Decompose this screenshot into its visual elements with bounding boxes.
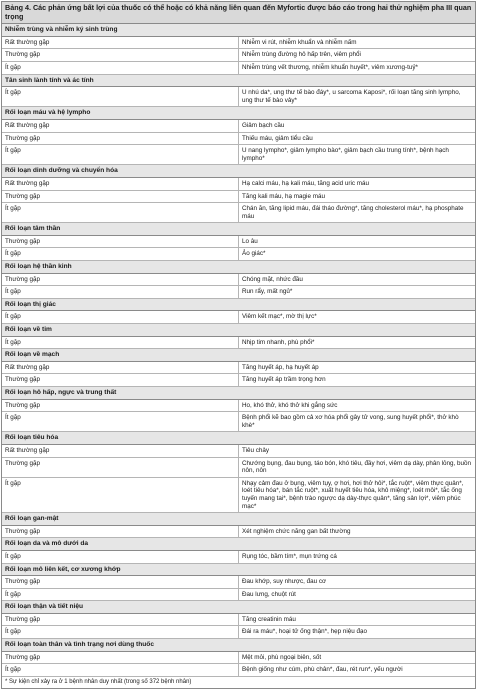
reaction-cell: Hạ calci máu, hạ kali máu, tăng acid uric máu <box>239 177 476 190</box>
reaction-cell: Đau lưng, chuột rút <box>239 588 476 601</box>
table-row <box>2 399 475 412</box>
table-row <box>2 235 475 248</box>
table-row <box>2 664 475 677</box>
section-header-row <box>2 107 475 120</box>
frequency-cell: Thường gặp <box>2 525 239 538</box>
table-row <box>2 61 475 74</box>
reaction-cell: Ho, khó thở, khó thở khi gắng sức <box>239 399 476 412</box>
table-row <box>2 525 475 538</box>
reaction-cell: Bệnh giống như cúm, phù chân*, đau, rét run*, yếu người <box>239 664 476 677</box>
frequency-cell: Thường gặp <box>2 374 239 387</box>
section-header-row <box>2 601 475 614</box>
frequency-cell: Thường gặp <box>2 576 239 589</box>
section-header: Rối loạn tâm thần <box>2 223 475 236</box>
section-header-row <box>2 74 475 87</box>
frequency-cell: Ít gặp <box>2 203 239 223</box>
frequency-cell: Thường gặp <box>2 49 239 62</box>
section-header-row <box>2 165 475 178</box>
section-header: Rối loạn dinh dưỡng và chuyển hóa <box>2 165 475 178</box>
section-header: Rối loạn máu và hệ lympho <box>2 107 475 120</box>
table-body <box>2 24 475 676</box>
reaction-cell: Đái ra máu*, hoại tử ống thận*, hẹp niệu đạo <box>239 626 476 639</box>
frequency-cell: Ít gặp <box>2 61 239 74</box>
table-row <box>2 651 475 664</box>
table-row <box>2 457 475 477</box>
frequency-cell: Ít gặp <box>2 286 239 299</box>
section-header: Rối loạn mô liên kết, cơ xương khớp <box>2 563 475 576</box>
section-header-row <box>2 432 475 445</box>
table-row <box>2 36 475 49</box>
frequency-cell: Ít gặp <box>2 87 239 107</box>
frequency-cell: Rất thường gặp <box>2 444 239 457</box>
frequency-cell: Thường gặp <box>2 457 239 477</box>
reaction-cell: Ảo giác* <box>239 248 476 261</box>
table-row <box>2 550 475 563</box>
section-header-row <box>2 261 475 274</box>
reaction-cell: U nang lympho*, giảm lympho bào*, giảm bạch cầu trung tính*, bệnh hạch lympho* <box>239 145 476 165</box>
table-row <box>2 588 475 601</box>
frequency-cell: Thường gặp <box>2 399 239 412</box>
section-header: Nhiễm trùng và nhiễm ký sinh trùng <box>2 24 475 36</box>
section-header: Tân sinh lành tính và ác tính <box>2 74 475 87</box>
table-row <box>2 412 475 432</box>
section-header: Rối loạn về tim <box>2 324 475 337</box>
frequency-cell: Ít gặp <box>2 311 239 324</box>
frequency-cell: Thường gặp <box>2 273 239 286</box>
table-row <box>2 374 475 387</box>
section-header: Rối loạn thị giác <box>2 298 475 311</box>
frequency-cell: Ít gặp <box>2 477 239 512</box>
reaction-cell: Nhiễm trùng vết thương, nhiễm khuẩn huyết*, viêm xương-tuỷ* <box>239 61 476 74</box>
table-row <box>2 286 475 299</box>
section-header-row <box>2 298 475 311</box>
frequency-cell: Thường gặp <box>2 132 239 145</box>
frequency-cell: Rất thường gặp <box>2 119 239 132</box>
frequency-cell: Rất thường gặp <box>2 361 239 374</box>
reaction-cell: Nhiễm trùng đường hô hấp trên, viêm phổi <box>239 49 476 62</box>
footnote: * Sự kiện chỉ xảy ra ở 1 bệnh nhân duy nhất (trong số 372 bệnh nhân) <box>5 678 192 685</box>
reaction-cell: Viêm kết mạc*, mờ thị lực* <box>239 311 476 324</box>
table-row <box>2 203 475 223</box>
frequency-cell: Ít gặp <box>2 248 239 261</box>
frequency-cell: Ít gặp <box>2 336 239 349</box>
table-row <box>2 190 475 203</box>
table-row <box>2 576 475 589</box>
section-header-row <box>2 324 475 337</box>
reaction-cell: Run rẩy, mất ngủ* <box>239 286 476 299</box>
table-title: Bảng 4. Các phản ứng bất lợi của thuốc có thể hoặc có khả năng liên quan đến Myfortic được báo cáo trong hai thử nghiệm pha III quan trọng <box>2 2 475 24</box>
reaction-cell: Nhiễm vi rút, nhiễm khuẩn và nhiễm nấm <box>239 36 476 49</box>
reaction-cell: Xét nghiệm chức năng gan bất thường <box>239 525 476 538</box>
reaction-cell: U nhú da*, ung thư tế bào đáy*, u sarcoma Kaposi*, rối loạn tăng sinh lympho, ung thư tế bào vảy* <box>239 87 476 107</box>
frequency-cell: Thường gặp <box>2 613 239 626</box>
reaction-cell: Tiêu chảy <box>239 444 476 457</box>
table-row <box>2 477 475 512</box>
table-row <box>2 177 475 190</box>
reaction-cell: Tăng huyết áp trầm trọng hơn <box>239 374 476 387</box>
section-header-row <box>2 223 475 236</box>
adverse-reactions-table <box>2 24 475 677</box>
reaction-cell: Nhạy cảm đau ở bụng, viêm tụy, ợ hơi, hơi thở hôi*, tắc ruột*, viêm thực quản*, loét tiêu hóa*, bán tắc ruột*, xuất huyết tiêu hóa, khô miệng*, loét môi*, tắc ống tuyến mang tai*, bệnh trào ngược dạ dày-thực quản*, tăng sản lợi*, viêm phúc mạc* <box>239 477 476 512</box>
frequency-cell: Ít gặp <box>2 412 239 432</box>
frequency-cell: Rất thường gặp <box>2 177 239 190</box>
reaction-cell: Chán ăn, tăng lipid máu, đái tháo đường*, tăng cholesterol máu*, hạ phosphate máu <box>239 203 476 223</box>
section-header-row <box>2 349 475 362</box>
reaction-cell: Rụng tóc, bầm tím*, mụn trứng cá <box>239 550 476 563</box>
reaction-cell: Lo âu <box>239 235 476 248</box>
section-header-row <box>2 639 475 652</box>
frequency-cell: Ít gặp <box>2 588 239 601</box>
section-header-row <box>2 563 475 576</box>
frequency-cell: Thường gặp <box>2 651 239 664</box>
section-header-row <box>2 387 475 400</box>
reaction-cell: Tăng creatinin máu <box>239 613 476 626</box>
section-header: Rối loạn gan-mật <box>2 513 475 526</box>
reaction-cell: Mệt mỏi, phù ngoại biên, sốt <box>239 651 476 664</box>
section-header-row <box>2 513 475 526</box>
section-header-row <box>2 24 475 36</box>
frequency-cell: Ít gặp <box>2 664 239 677</box>
reaction-cell: Tăng kali máu, hạ magie máu <box>239 190 476 203</box>
reaction-cell: Giảm bạch cầu <box>239 119 476 132</box>
section-header: Rối loạn toàn thân và tình trạng nơi dùng thuốc <box>2 639 475 652</box>
frequency-cell: Ít gặp <box>2 145 239 165</box>
section-header: Rối loạn hô hấp, ngực và trung thất <box>2 387 475 400</box>
reaction-cell: Đau khớp, suy nhược, đau cơ <box>239 576 476 589</box>
table-row <box>2 361 475 374</box>
table-row <box>2 145 475 165</box>
reaction-cell: Bệnh phổi kẽ bao gồm cả xơ hóa phổi gây tử vong, sung huyết phổi*, thở khò khè* <box>239 412 476 432</box>
reaction-cell: Chóng mặt, nhức đầu <box>239 273 476 286</box>
table-row <box>2 626 475 639</box>
table-row <box>2 336 475 349</box>
section-header: Rối loạn da và mô dưới da <box>2 538 475 551</box>
reaction-cell: Chướng bụng, đau bụng, táo bón, khó tiêu, đầy hơi, viêm dạ dày, phân lỏng, buồn nôn, nôn <box>239 457 476 477</box>
table-row <box>2 49 475 62</box>
table-row <box>2 613 475 626</box>
frequency-cell: Ít gặp <box>2 626 239 639</box>
frequency-cell: Thường gặp <box>2 235 239 248</box>
table-row <box>2 119 475 132</box>
adverse-reactions-document <box>1 1 476 689</box>
section-header-row <box>2 538 475 551</box>
table-row <box>2 248 475 261</box>
reaction-cell: Thiếu máu, giảm tiểu cầu <box>239 132 476 145</box>
table-row <box>2 87 475 107</box>
section-header: Rối loạn về mạch <box>2 349 475 362</box>
reaction-cell: Nhịp tim nhanh, phù phổi* <box>239 336 476 349</box>
frequency-cell: Rất thường gặp <box>2 36 239 49</box>
frequency-cell: Ít gặp <box>2 550 239 563</box>
section-header: Rối loạn hệ thần kinh <box>2 261 475 274</box>
table-row <box>2 311 475 324</box>
section-header: Rối loạn tiêu hóa <box>2 432 475 445</box>
reaction-cell: Tăng huyết áp, hạ huyết áp <box>239 361 476 374</box>
table-row <box>2 273 475 286</box>
table-row <box>2 444 475 457</box>
frequency-cell: Thường gặp <box>2 190 239 203</box>
table-row <box>2 132 475 145</box>
section-header: Rối loạn thận và tiết niệu <box>2 601 475 614</box>
